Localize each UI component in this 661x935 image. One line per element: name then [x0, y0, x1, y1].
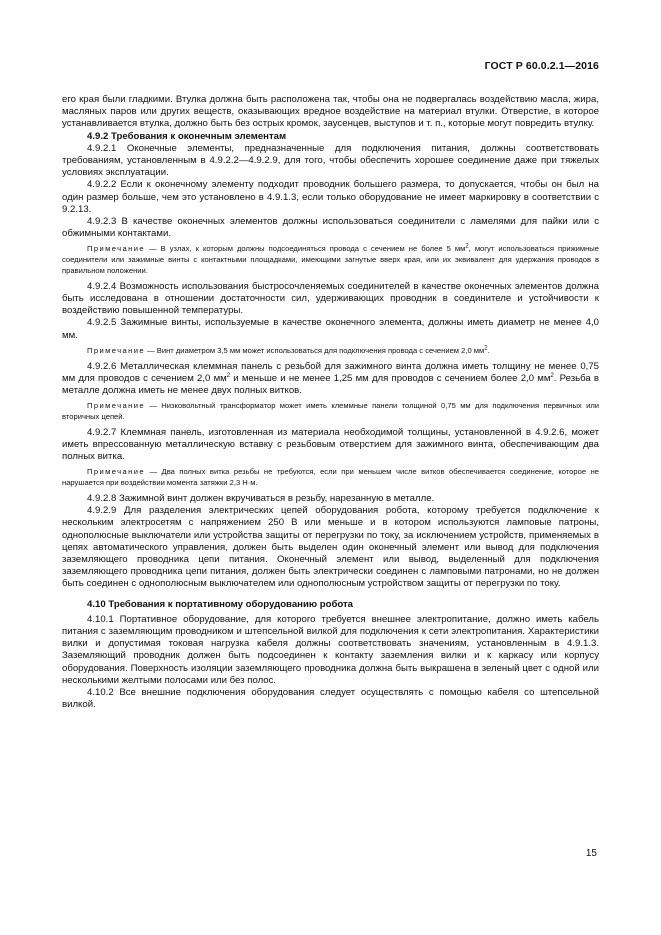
- heading-4-10: 4.10 Требования к портативному оборудованию робота: [87, 598, 354, 610]
- note-2-text: — Винт диаметром 3,5 мм может использоваться для подключения провода с сечением 2,0 мм: [144, 345, 485, 355]
- superscript: 2: [550, 372, 554, 379]
- standard-header: ГОСТ Р 60.0.2.1—2016: [484, 60, 599, 72]
- paragraph-4-9-2-6: [62, 361, 599, 398]
- note-label: Примечание: [87, 244, 145, 254]
- note-4-text: — Два полных витка резьбы не требуются, если при меньшем числе витков обеспечивается соединение, которое не нарушается при воздействии момента затяжки 2,3 Н·м.: [62, 467, 599, 488]
- note-1-text: — В узлах, к которым должны подсоединяться провода с сечением не более 5 мм: [144, 244, 466, 254]
- paragraph-4-9-2-5: 4.9.2.5 Зажимные винты, используемые в качестве оконечного элемента, должны иметь диаметр не менее 4,0 мм.: [62, 317, 599, 341]
- note-2: [62, 346, 599, 357]
- note-1: [62, 244, 599, 276]
- note-1-text-cont: , могут использоваться прижимные соединители или зажимные винты с контактными площадками, имеющими загнутые вверх края, или их эквивалент для удержания проводов в правильном положении.: [62, 244, 599, 276]
- note-label: Примечание: [87, 345, 145, 355]
- page-number: 15: [585, 848, 597, 859]
- superscript: 2: [226, 372, 231, 379]
- heading-4-9-2: 4.9.2 Требования к оконечным элементам: [87, 130, 287, 142]
- paragraph-4-9-2-7: 4.9.2.7 Клеммная панель, изготовленная из материала необходимой толщины, установленной в 4.9.2.6, может иметь впрессованную металлическую вставку с резьбовым отверстием для зажимного винта, обеспечивающим два полных витка.: [62, 426, 599, 463]
- note-4: [62, 467, 599, 489]
- document-page: [62, 0, 599, 935]
- note-3: [62, 401, 599, 423]
- text-part: . Резьба в металле должна иметь не менее двух полных витков.: [62, 372, 600, 397]
- paragraph-4-9-2-4: 4.9.2.4 Возможность использования быстросочленяемых соединителей в качестве оконечных элементов должна быть исследована в отношении достаточности сил, удерживающих проводник в соединителе и устойчивости к воздействию повышенной температуры.: [62, 280, 599, 317]
- paragraph-4-9-2-8: 4.9.2.8 Зажимной винт должен вкручиваться в резьбу, нарезанную в металле.: [87, 493, 435, 505]
- document-body: [62, 94, 599, 712]
- paragraph-intro: его края были гладкими. Втулка должна быть расположена так, чтобы она не подвергалась воздействию масла, жира, масляных паров или других веществ, оказывающих вредное воздействие на материал втулки. Отверстие, в которое устанавливается втулка, должно быть без острых кромок, заусенцев, выступов и т. п., которые могут повредить втулку.: [62, 94, 599, 130]
- paragraph-4-9-2-9: 4.9.2.9 Для разделения электрических цепей оборудования робота, которому требуется подключение к нескольким электросетям с напряжением 250 В или меньше и в котором используются ламповые патроны, однополюсные выключатели или устройства защиты от перегрузки по току, за исключением устройств, применяемых в цепях автоматического управления, должен быть выделен один оконечный элемент или вывод для подключения заземляющего проводника цепи питания. Оконечный элемент или вывод, выделенный для подключения заземляющего проводника цепи питания, должен быть электрически соединен с ламповыми патронами, но не должен быть соединен с однополюсным выключателем или однополюсным устройством защиты от перегрузки по току.: [62, 505, 599, 590]
- note-3-text: — Низковольтный трансформатор может иметь клеммные панели толщиной 0,75 мм для подключения первичных или вторичных цепей.: [62, 401, 599, 422]
- note-2-text-cont: .: [487, 345, 490, 355]
- text-part: 4.9.2.6 Металлическая клеммная панель с резьбой для зажимного винта должна иметь толщину не менее 0,75 мм для проводов с сечением 2,0 мм: [62, 360, 599, 384]
- paragraph-4-9-2-3: 4.9.2.3 В качестве оконечных элементов должны использоваться соединители с ламелями для пайки или с обжимными контактами.: [62, 216, 599, 240]
- text-part: и меньше и не менее 1,25 мм для проводов с сечением более 2,0 мм: [230, 372, 551, 384]
- note-label: Примечание: [87, 401, 145, 411]
- paragraph-4-9-2-1: 4.9.2.1 Оконечные элементы, предназначенные для подключения питания, должны соответствовать требованиям, установленным в 4.9.2.2—4.9.2.9, для того, чтобы обеспечить хорошее соединение даже при тяжелых условиях эксплуатации.: [62, 142, 599, 179]
- superscript: 2: [484, 345, 488, 352]
- paragraph-4-9-2-2: 4.9.2.2 Если к оконечному элементу подходит проводник большего размера, то допускается, чтобы он был на один размер больше, чем это установлено в 4.9.1.3, если только оборудование не имеет маркировку в соответствии с 9.2.13.: [62, 179, 599, 215]
- note-label: Примечание: [87, 467, 145, 477]
- superscript: 2: [465, 243, 469, 250]
- paragraph-4-10-2: 4.10.2 Все внешние подключения оборудования следует осуществлять с помощью кабеля со штепсельной вилкой.: [62, 687, 599, 711]
- paragraph-4-10-1: 4.10.1 Портативное оборудование, для которого требуется внешнее электропитание, должно иметь кабель питания с заземляющим проводником и штепсельной вилкой для подключения к сети электропитания. Характеристики вилки и допустимая токовая нагрузка кабеля должны соответствовать значениям, установленным в 4.9.1.3. Заземляющий проводник должен быть подсоединен к контакту заземления вилки и к каркасу или корпусу оборудования. Поверхность изоляции заземляющего проводника должна быть выкрашена в зеленый цвет с одной или несколькими желтыми полосами или без полос.: [62, 613, 599, 686]
